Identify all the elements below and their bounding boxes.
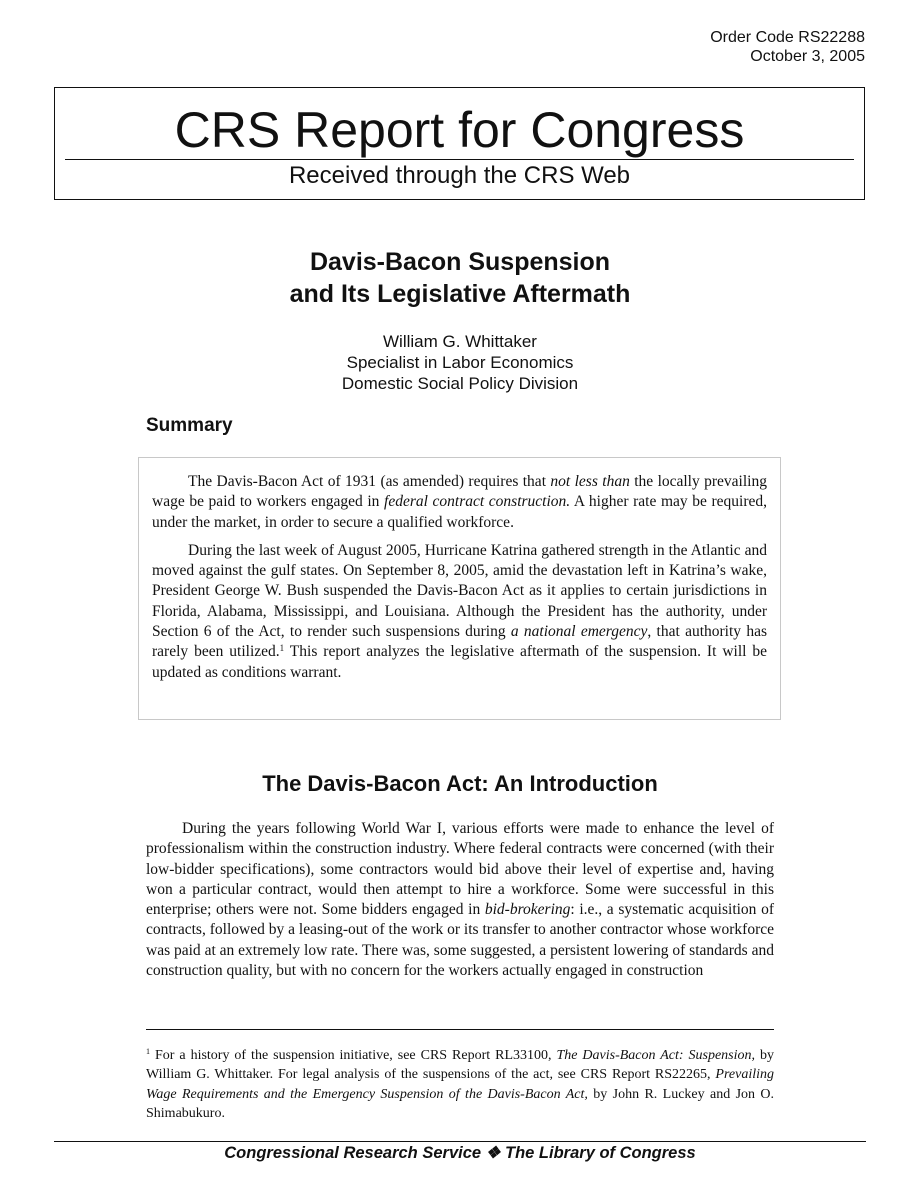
- intro-paragraph: [146, 819, 774, 981]
- body-text: : i.e., a systematic acquisition of contracts, followed by a leasing-out of the work or its transfer to another contractor whose workforce was paid at an extremely low rate. There was, some suggested, a persistent lowering of standards and construction quality, but with no concern for the workers actually engaged in construction: [146, 901, 774, 980]
- summary-text: During the last week of August 2005, Hurricane Katrina gathered strength in the Atlantic and moved against the gulf states. On September 8, 2005, amid the devastation left in Katrina’s wake, President George W. Bush suspended the Davis-Bacon Act as it applies to certain jurisdictions in Florida, Alabama, Mississippi, and Louisiana. Although the President has the authority, under Section 6 of the Act, to render such suspensions during: [152, 541, 767, 641]
- summary-text: A higher rate may be required, under the market, in order to secure a qualified workforce.: [152, 493, 767, 531]
- report-title-line-1: Davis-Bacon Suspension: [309, 248, 611, 276]
- order-info: [710, 28, 865, 66]
- author-title: Specialist in Labor Economics: [346, 353, 574, 372]
- masthead-title: CRS Report for Congress: [174, 102, 745, 158]
- footnote-text: For a history of the suspension initiative, see CRS Report RL33100,: [150, 1048, 557, 1063]
- body-text: During the years following World War I, various efforts were made to enhance the level of professionalism within the construction industry. Where federal contracts were concerned (with their low-bidder specifications), some contractors would bid above their level of expertise and, having won a particular contract, would then attempt to hire a workforce. Some were successful in this enterprise; others were not. Some bidders engaged in: [146, 820, 774, 919]
- summary-emphasis: not less than: [550, 473, 630, 490]
- masthead-subtitle: Received through the CRS Web: [288, 162, 631, 189]
- summary-heading: Summary: [146, 415, 233, 436]
- summary-text: The Davis-Bacon Act of 1931 (as amended) requires that: [188, 473, 551, 490]
- summary-text: the locally prevailing wage be paid to workers engaged in: [152, 473, 767, 511]
- intro-body: [146, 819, 774, 981]
- order-code: Order Code RS22288: [710, 29, 865, 46]
- footnote-text: by William G. Whittaker. For legal analysis of the suspensions of the act, see CRS Report RS22265,: [146, 1048, 774, 1083]
- summary-paragraph-1: [152, 472, 767, 533]
- summary-box: [138, 457, 781, 720]
- section-heading: The Davis-Bacon Act: An Introduction: [262, 771, 658, 796]
- report-title: [0, 246, 920, 310]
- summary-emphasis: federal contract construction.: [384, 493, 571, 511]
- masthead-rule: [65, 159, 854, 160]
- footnote-citation: Prevailing Wage Requirements and the Emergency Suspension of the Davis-Bacon Act,: [146, 1067, 774, 1102]
- footnote-citation: The Davis-Bacon Act: Suspension,: [556, 1048, 756, 1063]
- summary-text: , that authority has rarely been utilized.: [152, 623, 767, 661]
- masthead-box: [54, 87, 865, 200]
- author-name: William G. Whittaker: [383, 332, 537, 351]
- report-date: October 3, 2005: [750, 48, 865, 65]
- footnote-text: by John R. Luckey and Jon O. Shimabukuro.: [146, 1086, 774, 1122]
- footnote: [146, 1046, 774, 1124]
- author-block: [0, 331, 920, 394]
- footer-rule: [54, 1141, 866, 1142]
- summary-text: This report analyzes the legislative aftermath of the suspension. It will be updated as conditions warrant.: [152, 643, 767, 681]
- report-title-line-2: and Its Legislative Aftermath: [289, 280, 631, 308]
- footer: Congressional Research Service ❖ The Library of Congress: [224, 1144, 696, 1162]
- summary-emphasis: a national emergency: [510, 623, 648, 641]
- body-emphasis: bid-brokering: [484, 901, 571, 919]
- footnote-reference[interactable]: 1: [279, 643, 285, 654]
- footnote-number: 1: [146, 1047, 150, 1056]
- summary-paragraph-2: [152, 541, 767, 683]
- footnote-separator: [146, 1029, 774, 1030]
- author-division: Domestic Social Policy Division: [341, 374, 579, 393]
